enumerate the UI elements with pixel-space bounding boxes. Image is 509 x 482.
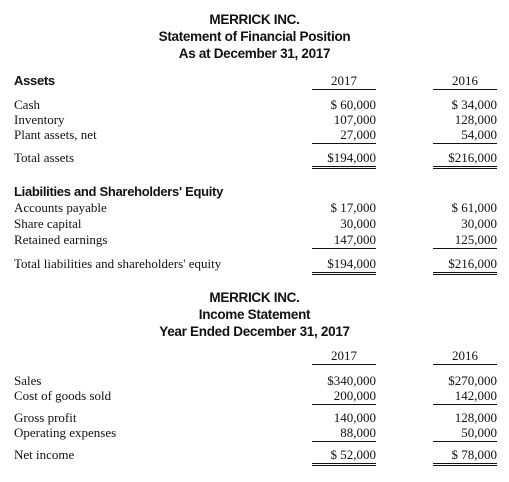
row-net-income-2017: $ 52,000 xyxy=(330,447,376,462)
is-year-2017: 2017 xyxy=(331,348,357,363)
bs-year-2017-underline xyxy=(312,89,376,90)
assets-heading: Assets xyxy=(14,73,55,88)
bs-year-2016: 2016 xyxy=(452,73,478,88)
row-inventory-2017: 107,000 xyxy=(333,112,376,127)
row-retained-label: Retained earnings xyxy=(14,232,108,247)
is-year-2016: 2016 xyxy=(452,348,478,363)
row-cash-2017: $ 60,000 xyxy=(330,97,376,112)
row-plant-2017: 27,000 xyxy=(340,127,376,142)
row-cash-label: Cash xyxy=(14,97,40,112)
cogs-rule-2016 xyxy=(433,404,497,405)
row-inventory-2016: 128,000 xyxy=(454,112,497,127)
bs-year-2017: 2017 xyxy=(331,73,357,88)
bs-date: As at December 31, 2017 xyxy=(178,46,331,61)
row-opex-2016: 50,000 xyxy=(461,425,497,440)
is-year-2016-underline xyxy=(433,364,497,365)
liab-sum-rule-2016 xyxy=(433,248,497,249)
row-net-income-2016: $ 78,000 xyxy=(451,447,497,462)
total-assets-label: Total assets xyxy=(14,150,75,165)
row-opex-label: Operating expenses xyxy=(14,425,117,440)
row-ap-label: Accounts payable xyxy=(14,200,107,215)
row-cogs-2017: 200,000 xyxy=(333,388,376,403)
total-liab-2016: $216,000 xyxy=(448,256,497,271)
row-inventory-label: Inventory xyxy=(14,112,65,127)
total-liab-double-rule-2017 xyxy=(312,272,376,275)
assets-sum-rule-2017 xyxy=(312,143,376,144)
liab-sum-rule-2017 xyxy=(312,248,376,249)
row-gross-profit-2017: 140,000 xyxy=(333,410,376,425)
row-sales-label: Sales xyxy=(14,373,42,388)
row-opex-2017: 88,000 xyxy=(340,425,376,440)
liabilities-heading: Liabilities and Shareholders' Equity xyxy=(14,184,224,199)
bs-title: Statement of Financial Position xyxy=(158,29,351,44)
row-sales-2017: $340,000 xyxy=(327,373,376,388)
total-assets-double-rule-2017 xyxy=(312,166,376,169)
net-income-double-rule-2017 xyxy=(312,463,376,466)
row-cash-2016: $ 34,000 xyxy=(451,97,497,112)
row-plant-2016: 54,000 xyxy=(461,127,497,142)
opex-rule-2016 xyxy=(433,441,497,442)
row-share-capital-label: Share capital xyxy=(14,216,82,231)
total-liab-label: Total liabilities and shareholders' equity xyxy=(14,256,222,271)
row-retained-2016: 125,000 xyxy=(454,232,497,247)
row-ap-2016: $ 61,000 xyxy=(451,200,497,215)
bs-year-2016-underline xyxy=(433,89,497,90)
row-retained-2017: 147,000 xyxy=(333,232,376,247)
row-ap-2017: $ 17,000 xyxy=(330,200,376,215)
row-cogs-2016: 142,000 xyxy=(454,388,497,403)
is-period: Year Ended December 31, 2017 xyxy=(159,324,350,339)
total-assets-double-rule-2016 xyxy=(433,166,497,169)
is-title: Income Statement xyxy=(198,307,311,322)
row-gross-profit-label: Gross profit xyxy=(14,410,77,425)
net-income-double-rule-2016 xyxy=(433,463,497,466)
total-assets-2016: $216,000 xyxy=(448,150,497,165)
bs-company: MERRICK INC. xyxy=(209,12,300,27)
total-liab-2017: $194,000 xyxy=(327,256,376,271)
is-company: MERRICK INC. xyxy=(209,290,300,305)
assets-sum-rule-2016 xyxy=(433,143,497,144)
total-liab-double-rule-2016 xyxy=(433,272,497,275)
row-share-capital-2017: 30,000 xyxy=(340,216,376,231)
row-cogs-label: Cost of goods sold xyxy=(14,388,112,403)
row-plant-label: Plant assets, net xyxy=(14,127,97,142)
cogs-rule-2017 xyxy=(312,404,376,405)
row-share-capital-2016: 30,000 xyxy=(461,216,497,231)
row-gross-profit-2016: 128,000 xyxy=(454,410,497,425)
is-year-2017-underline xyxy=(312,364,376,365)
row-sales-2016: $270,000 xyxy=(448,373,497,388)
total-assets-2017: $194,000 xyxy=(327,150,376,165)
opex-rule-2017 xyxy=(312,441,376,442)
row-net-income-label: Net income xyxy=(14,447,75,462)
